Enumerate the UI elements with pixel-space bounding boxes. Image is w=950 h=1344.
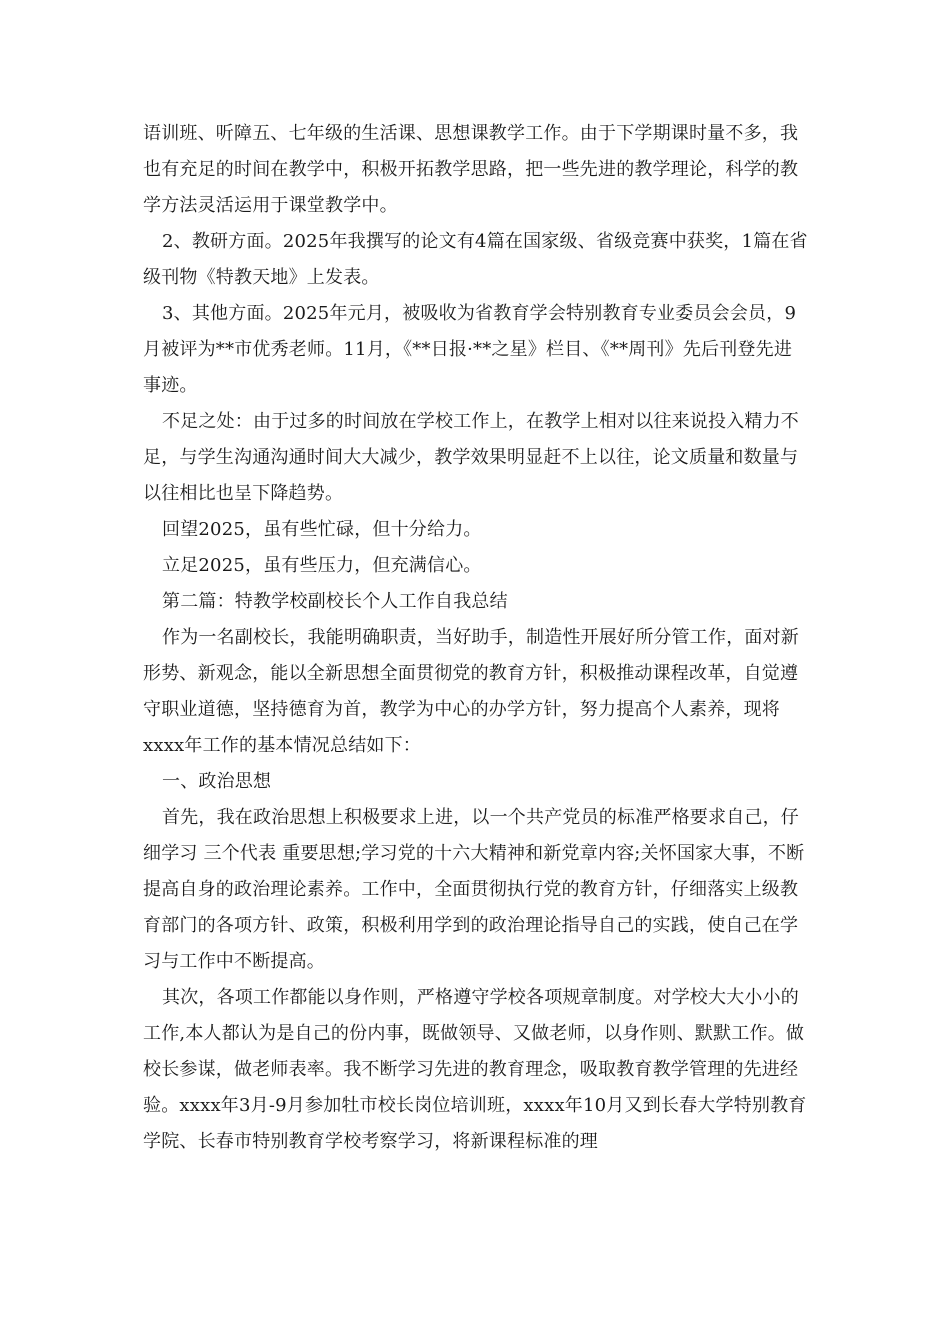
paragraph: 2、教研方面。2025年我撰写的论文有4篇在国家级、省级竞赛中获奖，1篇在省级刊物《特教天地》上发表。: [143, 231, 808, 288]
paragraph: 其次，各项工作都能以身作则，严格遵守学校各项规章制度。对学校大大小小的工作,本人都认为是自己的份内事，既做领导、又做老师，以身作则、默默工作。做校长参谋，做老师表率。我不断学习先进的教育理念，吸取教育教学管理的先进经验。xxxx年3月-9月参加牡市校长岗位培训班，xxxx年10月又到长春大学特别教育学院、长春市特别教育学校考察学习，将新课程标准的理: [143, 987, 807, 1152]
paragraph: 立足2025，虽有些压力，但充满信心。: [162, 555, 482, 576]
section-heading: 一、政治思想: [162, 771, 272, 792]
section-heading: 第二篇：特教学校副校长个人工作自我总结: [162, 591, 508, 612]
paragraph: 首先，我在政治思想上积极要求上进，以一个共产党员的标准严格要求自己，仔细学习 三个代表 重要思想;学习党的十六大精神和新党章内容;关怀国家大事，不断提高自身的政治理论素养。工作中，全面贯彻执行党的教育方针，仔细落实上级教育部门的各项方针、政策，积极利用学到的政治理论指导自己的实践，使自己在学习与工作中不断提高。: [143, 807, 805, 972]
paragraph: 作为一名副校长，我能明确职责，当好助手，制造性开展好所分管工作，面对新形势、新观念，能以全新思想全面贯彻党的教育方针，积极推动课程改革，自觉遵守职业道德，坚持德育为首，教学为中心的办学方针，努力提高个人素养，现将xxxx年工作的基本情况总结如下：: [143, 627, 799, 756]
paragraph: 不足之处：由于过多的时间放在学校工作上，在教学上相对以往来说投入精力不足，与学生沟通沟通时间大大减少，教学效果明显赶不上以往，论文质量和数量与以往相比也呈下降趋势。: [143, 411, 799, 504]
paragraph: 语训班、听障五、七年级的生活课、思想课教学工作。由于下学期课时量不多，我也有充足的时间在教学中，积极开拓教学思路，把一些先进的教学理论，科学的教学方法灵活运用于课堂教学中。: [143, 123, 799, 216]
paragraph: 回望2025，虽有些忙碌，但十分给力。: [162, 519, 482, 540]
paragraph: 3、其他方面。2025年元月，被吸收为省教育学会特别教育专业委员会会员，9月被评为**市优秀老师。11月，《**日报·**之星》栏目、《**周刊》先后刊登先进事迹。: [143, 303, 797, 396]
document-body: [143, 116, 808, 1160]
